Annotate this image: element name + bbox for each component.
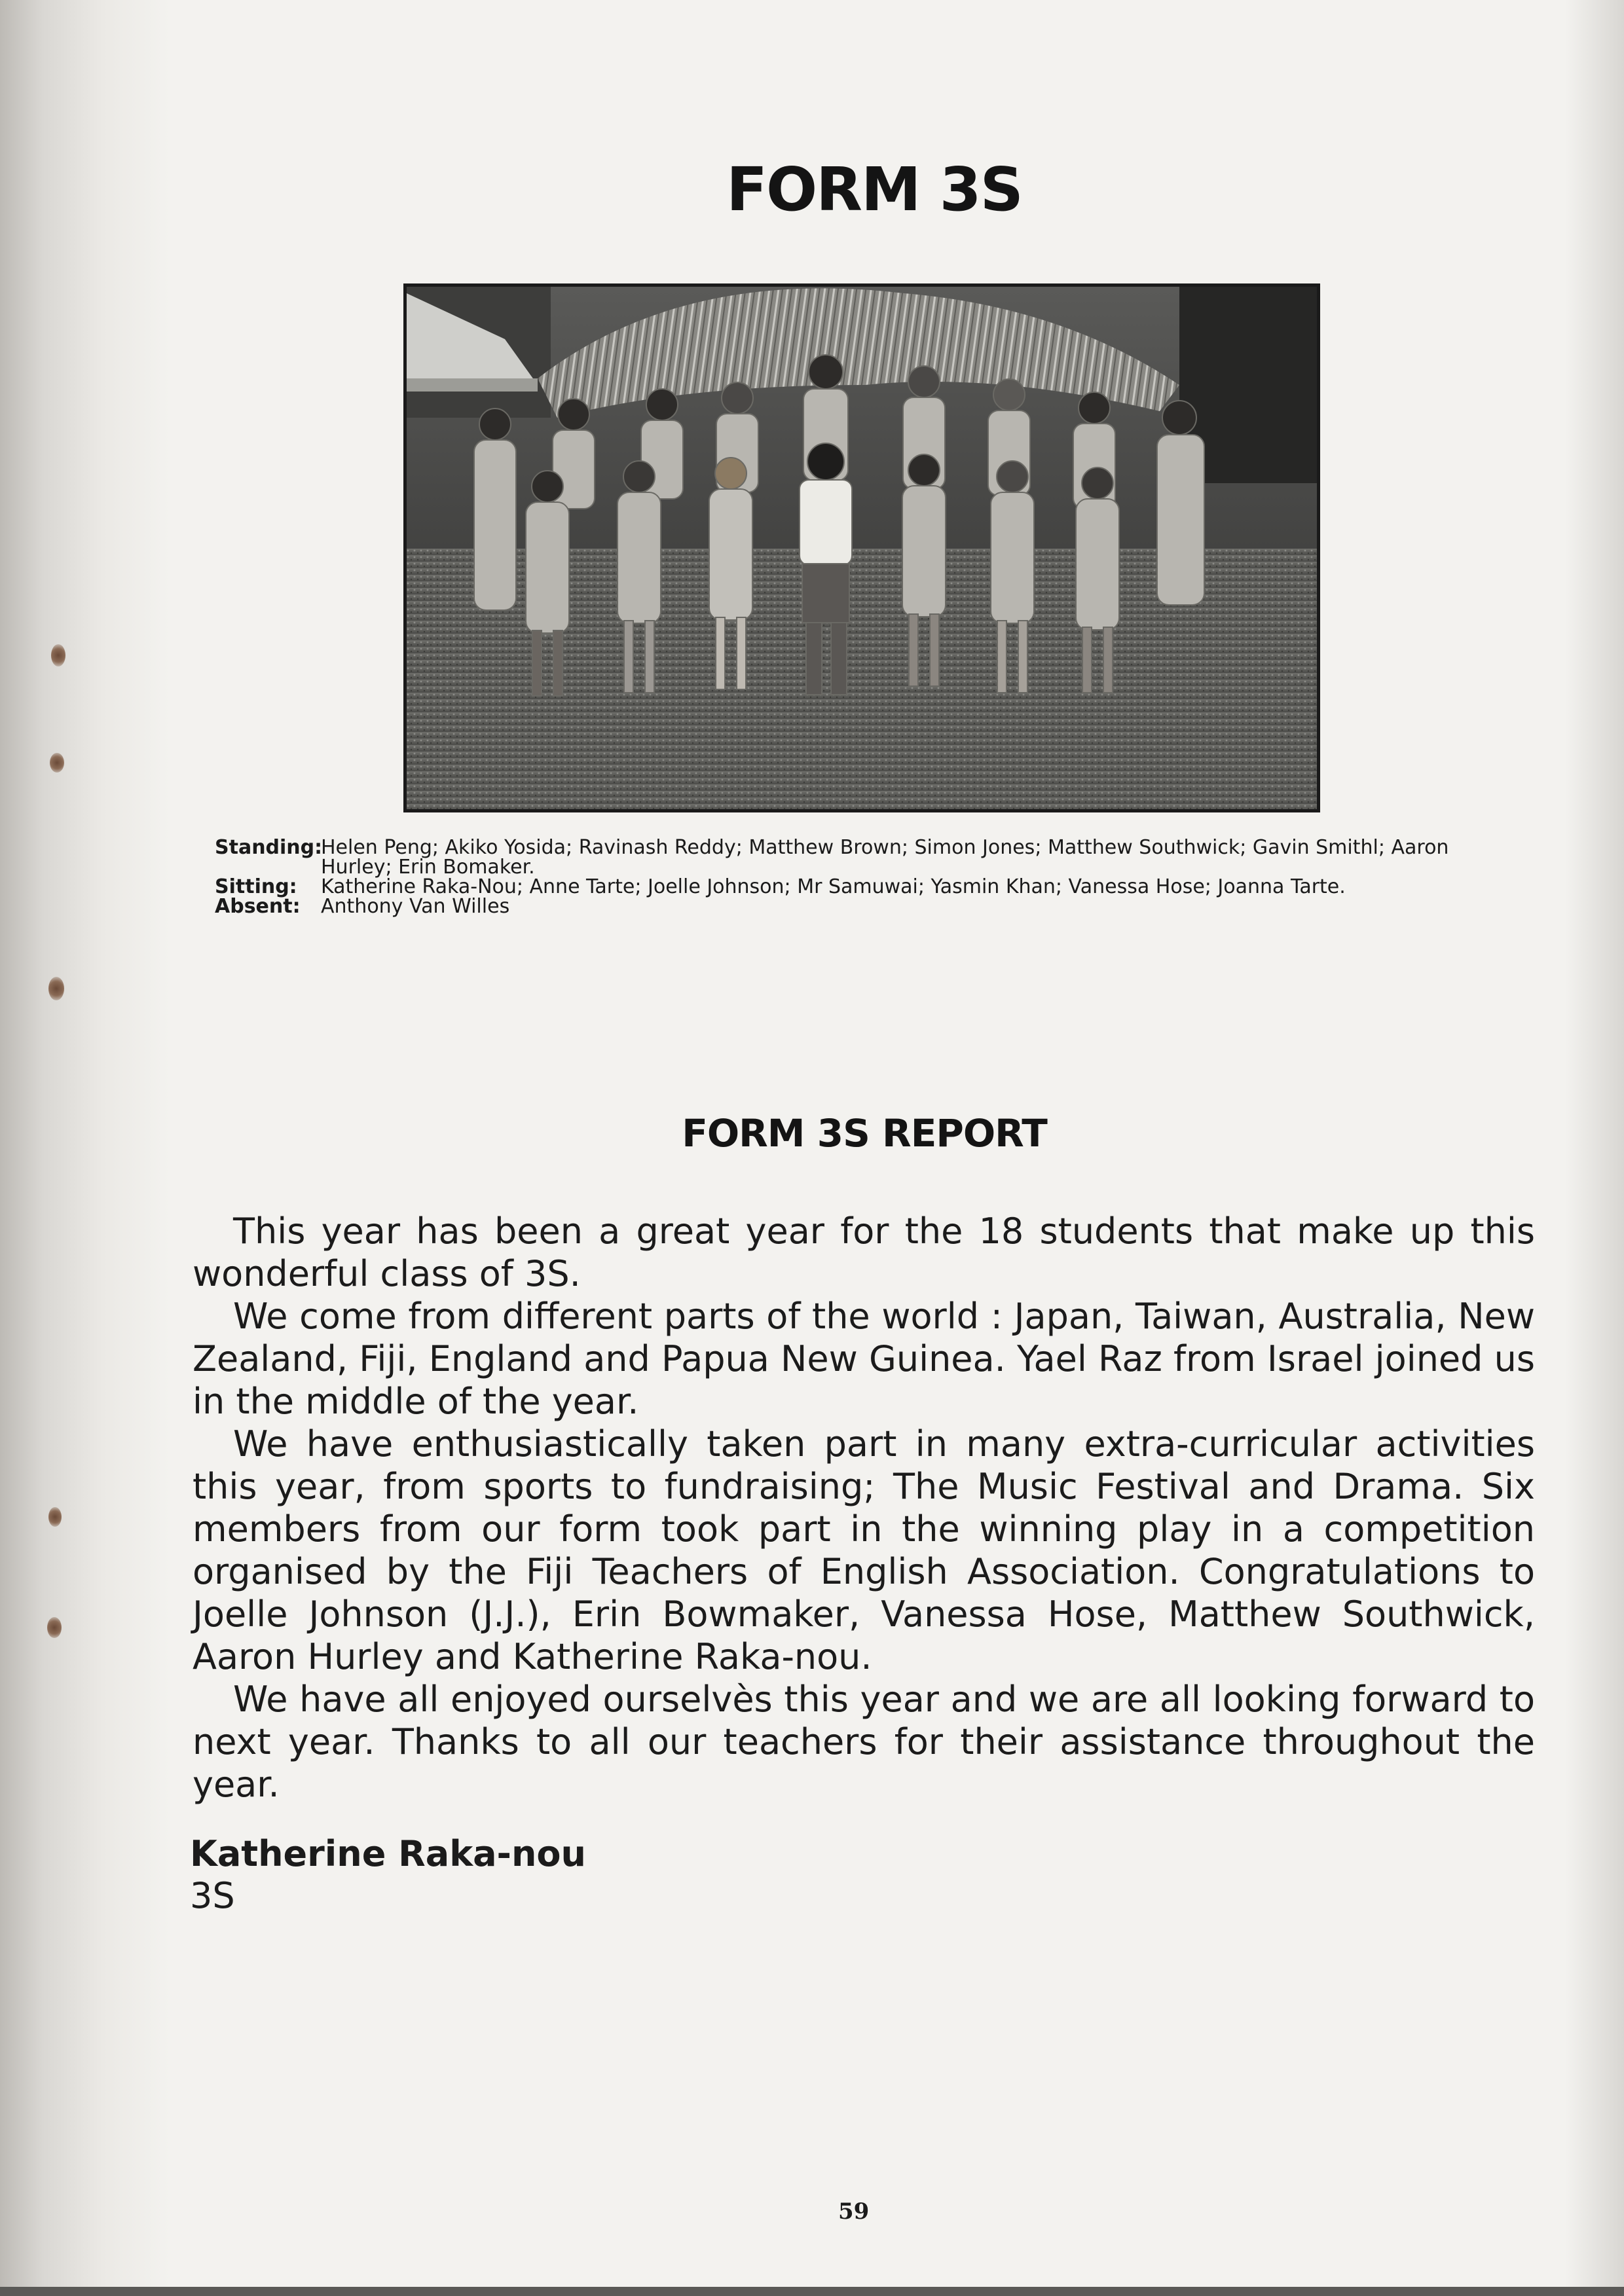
report-body: [193, 1210, 1535, 1806]
report-paragraph: We come from different parts of the world : Japan, Taiwan, Australia, New Zealand, Fiji, England and Papua New Guinea. Yael Raz from Israel joined us in the middle of the year.: [193, 1296, 1535, 1422]
page-number: 59: [838, 2198, 870, 2225]
caption-names: Helen Peng; Akiko Yosida; Ravinash Reddy; Matthew Brown; Simon Jones; Matthew Southwick; Gavin Smithl; Aaron Hurley; Erin Bomaker.: [321, 836, 1449, 879]
report-paragraph: We have enthusiastically taken part in many extra-curricular activities this year, from sports to fundraising; The Music Festival and Drama. Six members from our form took part in the winning play in a competition organised by the Fiji Teachers of English Association. Congratulations to Joelle Johnson (J.J.), Erin Bowmaker, Vanessa Hose, Matthew Southwick, Aaron Hurley and Katherine Raka-nou.: [193, 1423, 1535, 1677]
photo-caption: [215, 838, 1524, 917]
binding-stain: [50, 753, 64, 773]
caption-row-absent: [215, 897, 1524, 917]
report-paragraph: We have all enjoyed ourselvès this year and we are all looking forward to next year. Thanks to all our teachers for their assistance throughout the year.: [193, 1679, 1535, 1805]
binding-stain: [51, 644, 65, 666]
report-signature: [190, 1833, 586, 1917]
author-class: 3S: [190, 1875, 235, 1916]
caption-row-sitting: [215, 877, 1524, 897]
caption-names: Katherine Raka-Nou; Anne Tarte; Joelle Johnson; Mr Samuwai; Yasmin Khan; Vanessa Hose; Joanna Tarte.: [321, 875, 1346, 898]
binding-stain: [47, 1617, 62, 1638]
caption-row-standing: [215, 838, 1524, 877]
report-paragraph: This year has been a great year for the 18 students that make up this wonderful class of 3S.: [193, 1211, 1535, 1294]
caption-label: Sitting:: [215, 875, 297, 898]
binding-stain: [48, 977, 64, 1000]
report-title: FORM 3S REPORT: [682, 1111, 1047, 1156]
class-group-photo: [407, 287, 1317, 809]
binding-stain: [48, 1507, 62, 1527]
page-title: FORM 3S: [726, 155, 1022, 225]
caption-label: Absent:: [215, 895, 301, 918]
page-bottom-edge: [0, 2287, 1624, 2296]
class-photo: [403, 283, 1320, 812]
author-name: Katherine Raka-nou: [190, 1833, 586, 1874]
caption-names: Anthony Van Willes: [321, 895, 510, 918]
caption-label: Standing:: [215, 836, 323, 859]
